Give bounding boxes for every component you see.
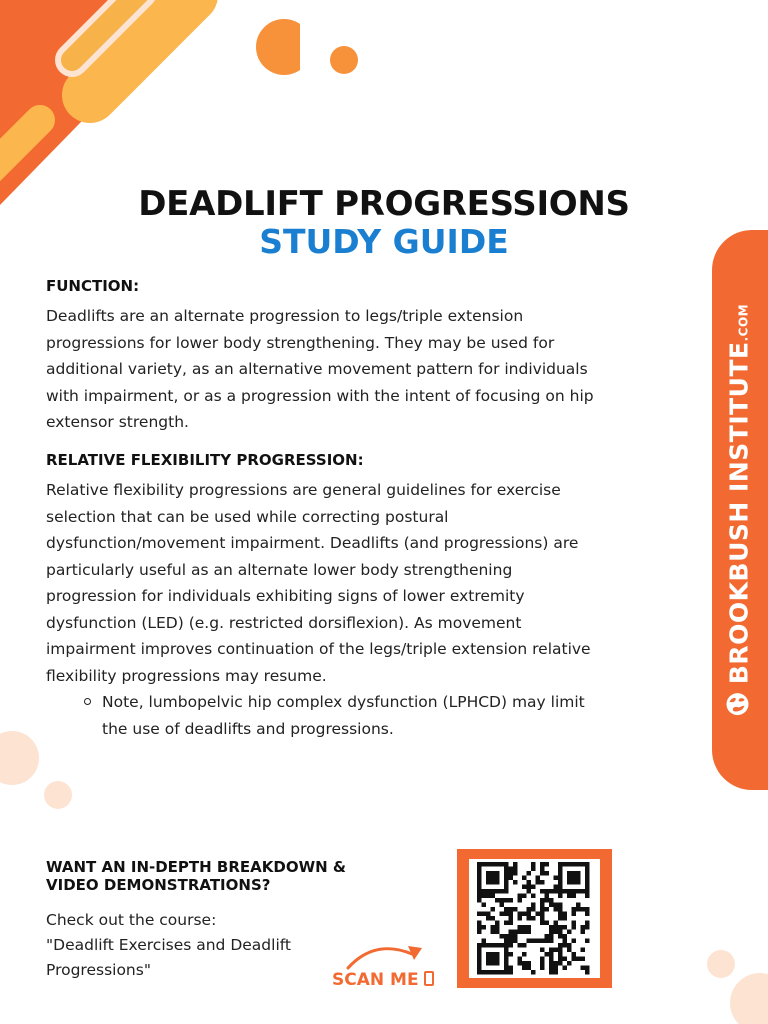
qr-module <box>491 925 496 930</box>
qr-module <box>513 880 518 885</box>
qr-module <box>545 898 550 903</box>
qr-module <box>522 925 527 930</box>
cta-heading-line: VIDEO DEMONSTRATIONS? <box>46 876 271 894</box>
qr-module <box>509 876 514 881</box>
qr-module <box>549 903 554 908</box>
function-heading: FUNCTION: <box>46 277 140 295</box>
qr-module <box>540 903 545 908</box>
qr-module <box>540 898 545 903</box>
qr-module <box>563 939 568 944</box>
qr-module <box>486 912 491 917</box>
qr-module <box>563 966 568 971</box>
qr-module <box>572 925 577 930</box>
qr-module <box>558 934 563 939</box>
qr-module <box>504 898 509 903</box>
cta-heading-line: WANT AN IN-DEPTH BREAKDOWN & <box>46 858 346 876</box>
qr-module <box>563 925 568 930</box>
phone-icon <box>424 971 434 986</box>
qr-module <box>531 970 536 975</box>
qr-module <box>504 921 509 926</box>
qr-module <box>527 916 532 921</box>
qr-module <box>522 952 527 957</box>
page-title: DEADLIFT PROGRESSIONS <box>138 184 630 224</box>
text-line: Deadlifts are an alternate progression to legs/triple extension <box>46 307 524 325</box>
qr-module <box>477 921 482 926</box>
qr-module <box>536 912 541 917</box>
text-line: with impairment, or as a progression with the intent of focusing on hip <box>46 386 594 405</box>
qr-module <box>527 961 532 966</box>
qr-module <box>572 957 577 962</box>
qr-module <box>585 939 590 944</box>
qr-module <box>554 948 559 953</box>
qr-module <box>545 894 550 899</box>
qr-module <box>563 916 568 921</box>
qr-module <box>509 934 514 939</box>
qr-module <box>482 925 487 930</box>
qr-module <box>509 916 514 921</box>
qr-module <box>495 921 500 926</box>
note-bullet <box>84 689 654 742</box>
qr-module <box>504 939 509 944</box>
qr-module <box>509 871 514 876</box>
dot-decoration <box>320 40 370 80</box>
qr-module <box>536 876 541 881</box>
arrow-icon <box>344 940 426 974</box>
qr-module <box>486 916 491 921</box>
qr-module <box>581 966 586 971</box>
qr-module <box>513 871 518 876</box>
qr-module <box>495 898 500 903</box>
qr-module <box>540 862 545 867</box>
qr-module <box>540 957 545 962</box>
qr-module <box>549 939 554 944</box>
qr-module <box>509 912 514 917</box>
cta-text <box>46 908 376 983</box>
qr-module <box>531 867 536 872</box>
qr-module <box>504 934 509 939</box>
qr-module <box>576 907 581 912</box>
qr-module <box>504 907 509 912</box>
qr-module <box>504 912 509 917</box>
qr-module <box>540 871 545 876</box>
qr-module <box>585 921 590 926</box>
qr-module <box>558 952 563 957</box>
qr-module <box>572 907 577 912</box>
qr-module <box>509 921 514 926</box>
qr-module <box>500 912 505 917</box>
qr-module <box>531 939 536 944</box>
qr-module <box>509 939 514 944</box>
qr-module <box>518 916 523 921</box>
brand-name: BROOKBUSH INSTITUTE <box>724 341 754 685</box>
bottom-right-circles-decoration <box>700 945 768 1024</box>
qr-module <box>509 943 514 948</box>
qr-code[interactable] <box>457 849 612 988</box>
qr-module <box>531 894 536 899</box>
globe-icon <box>726 692 756 716</box>
qr-module <box>581 907 586 912</box>
qr-module <box>567 871 581 885</box>
qr-module <box>500 898 505 903</box>
qr-module <box>540 961 545 966</box>
qr-module <box>518 957 523 962</box>
qr-module <box>491 930 496 935</box>
qr-module <box>531 862 536 867</box>
qr-module <box>585 907 590 912</box>
qr-module <box>558 961 563 966</box>
qr-module <box>513 907 518 912</box>
qr-module <box>554 903 559 908</box>
qr-module <box>531 916 536 921</box>
qr-module <box>527 912 532 917</box>
qr-module <box>576 957 581 962</box>
qr-pattern <box>469 859 600 978</box>
function-paragraph <box>46 303 646 436</box>
qr-module <box>572 894 577 899</box>
qr-module <box>545 934 550 939</box>
qr-code-inner <box>469 859 600 978</box>
qr-module <box>549 934 554 939</box>
qr-module <box>545 952 550 957</box>
brand-suffix: .COM <box>736 303 751 342</box>
flexibility-paragraph <box>46 477 646 689</box>
qr-module <box>558 903 563 908</box>
qr-module <box>522 966 527 971</box>
qr-module <box>558 948 563 953</box>
qr-module <box>554 921 559 926</box>
qr-module <box>500 903 505 908</box>
qr-module <box>527 966 532 971</box>
qr-module <box>527 880 532 885</box>
qr-module <box>513 867 518 872</box>
text-line: selection that can be used while correcting postural <box>46 507 449 526</box>
qr-module <box>536 939 541 944</box>
qr-module <box>500 934 505 939</box>
qr-module <box>518 894 523 899</box>
qr-module <box>554 889 559 894</box>
qr-module <box>585 966 590 971</box>
scan-me-text: SCAN ME <box>332 970 419 990</box>
qr-module <box>554 907 559 912</box>
qr-module <box>563 943 568 948</box>
qr-module <box>545 862 550 867</box>
qr-module <box>572 939 577 944</box>
qr-module <box>495 925 500 930</box>
qr-module <box>509 952 514 957</box>
qr-module <box>585 912 590 917</box>
flexibility-heading: RELATIVE FLEXIBILITY PROGRESSION: <box>46 451 364 469</box>
qr-module <box>509 970 514 975</box>
qr-module <box>540 912 545 917</box>
qr-module <box>527 925 532 930</box>
qr-module <box>549 966 554 971</box>
qr-module <box>527 871 532 876</box>
qr-module <box>554 876 559 881</box>
qr-module <box>518 961 523 966</box>
qr-module <box>477 930 482 935</box>
qr-module <box>549 957 554 962</box>
qr-module <box>549 898 554 903</box>
qr-module <box>576 903 581 908</box>
qr-module <box>522 943 527 948</box>
qr-module <box>518 930 523 935</box>
qr-module <box>527 930 532 935</box>
qr-module <box>558 916 563 921</box>
qr-module <box>567 894 572 899</box>
qr-module <box>558 912 563 917</box>
qr-module <box>509 867 514 872</box>
qr-module <box>563 957 568 962</box>
qr-module <box>549 952 554 957</box>
qr-module <box>540 867 545 872</box>
qr-module <box>509 898 514 903</box>
text-line: progression for individuals exhibiting signs of lower extremity <box>46 587 525 605</box>
text-line: impairment improves continuation of the legs/triple extension relative <box>46 640 591 658</box>
flexibility-section <box>46 451 646 689</box>
text-line: dysfunction (LED) (e.g. restricted dorsiflexion). As movement <box>46 613 522 632</box>
qr-module <box>558 957 563 962</box>
qr-module <box>531 907 536 912</box>
qr-module <box>549 889 554 894</box>
qr-module <box>558 943 563 948</box>
qr-module <box>572 912 577 917</box>
qr-module <box>545 907 550 912</box>
qr-module <box>581 930 586 935</box>
qr-module <box>549 970 554 975</box>
qr-module <box>558 930 563 935</box>
cta-heading <box>46 858 416 894</box>
qr-module <box>486 894 491 899</box>
page-subtitle: STUDY GUIDE <box>259 222 509 261</box>
text-line: progressions for lower body strengthening. They may be used for <box>46 333 555 352</box>
qr-module <box>549 925 554 930</box>
text-line: additional variety, as an alternative movement pattern for individuals <box>46 360 588 378</box>
qr-module <box>581 957 586 962</box>
qr-module <box>567 943 572 948</box>
qr-module <box>567 961 572 966</box>
qr-module <box>545 939 550 944</box>
qr-module <box>491 916 496 921</box>
qr-module <box>482 903 487 908</box>
qr-module <box>522 876 527 881</box>
qr-module <box>585 925 590 930</box>
text-line: Note, lumbopelvic hip complex dysfunction (LPHCD) may limit <box>102 693 585 711</box>
text-line: the use of deadlifts and progressions. <box>102 719 394 738</box>
qr-module <box>540 966 545 971</box>
qr-module <box>513 934 518 939</box>
qr-module <box>522 930 527 935</box>
qr-module <box>572 952 577 957</box>
qr-module <box>545 871 550 876</box>
qr-module <box>486 871 500 885</box>
qr-module <box>540 921 545 926</box>
qr-module <box>491 907 496 912</box>
qr-module <box>509 930 514 935</box>
qr-module <box>527 939 532 944</box>
scan-me-label <box>332 970 434 990</box>
qr-module <box>540 948 545 953</box>
qr-module <box>549 930 554 935</box>
qr-module <box>558 925 563 930</box>
qr-module <box>477 925 482 930</box>
qr-module <box>567 948 572 953</box>
text-line: Relative flexibility progressions are general guidelines for exercise <box>46 481 561 499</box>
function-section <box>46 277 646 436</box>
qr-module <box>545 921 550 926</box>
qr-module <box>509 966 514 971</box>
qr-module <box>495 930 500 935</box>
text-line: extensor strength. <box>46 413 189 431</box>
qr-module <box>585 894 590 899</box>
qr-module <box>527 889 532 894</box>
qr-module <box>540 889 545 894</box>
qr-module <box>554 930 559 935</box>
qr-module <box>540 907 545 912</box>
qr-module <box>513 930 518 935</box>
qr-module <box>477 912 482 917</box>
qr-module <box>531 885 536 890</box>
qr-module <box>549 961 554 966</box>
qr-module <box>545 889 550 894</box>
qr-module <box>572 921 577 926</box>
qr-module <box>513 862 518 867</box>
qr-module <box>581 948 586 953</box>
qr-module <box>518 943 523 948</box>
qr-module <box>522 961 527 966</box>
qr-module <box>540 939 545 944</box>
text-line: dysfunction/movement impairment. Deadlifts (and progressions) are <box>46 534 579 552</box>
qr-module <box>482 894 487 899</box>
qr-module <box>567 930 572 935</box>
qr-module <box>554 970 559 975</box>
qr-module <box>527 885 532 890</box>
qr-module <box>522 885 527 890</box>
qr-module <box>563 912 568 917</box>
left-circles-decoration <box>0 725 80 815</box>
qr-module <box>540 916 545 921</box>
qr-module <box>554 925 559 930</box>
qr-module <box>522 894 527 899</box>
course-link[interactable]: Progressions" <box>46 961 151 979</box>
qr-module <box>581 925 586 930</box>
text-line: particularly useful as an alternate lower body strengthening <box>46 560 513 579</box>
cta-text-line: Check out the course: <box>46 911 217 929</box>
qr-module <box>518 898 523 903</box>
qr-module <box>522 912 527 917</box>
qr-module <box>527 907 532 912</box>
qr-module <box>558 907 563 912</box>
qr-module <box>477 898 482 903</box>
qr-module <box>549 948 554 953</box>
note-text <box>102 689 654 742</box>
qr-module <box>486 952 500 966</box>
qr-module <box>554 961 559 966</box>
qr-module <box>585 970 590 975</box>
qr-module <box>531 903 536 908</box>
bullet-circle-icon <box>84 698 91 705</box>
qr-module <box>477 894 482 899</box>
text-line: flexibility progressions may resume. <box>46 666 327 685</box>
qr-module <box>482 939 487 944</box>
qr-module <box>540 880 545 885</box>
qr-module <box>554 885 559 890</box>
qr-module <box>509 907 514 912</box>
qr-module <box>536 880 541 885</box>
qr-module <box>563 934 568 939</box>
course-link[interactable]: "Deadlift Exercises and Deadlift <box>46 936 292 954</box>
qr-module <box>482 912 487 917</box>
qr-module <box>518 912 523 917</box>
qr-module <box>491 894 496 899</box>
qr-module <box>518 925 523 930</box>
qr-module <box>558 894 563 899</box>
qr-module <box>554 966 559 971</box>
qr-module <box>513 939 518 944</box>
